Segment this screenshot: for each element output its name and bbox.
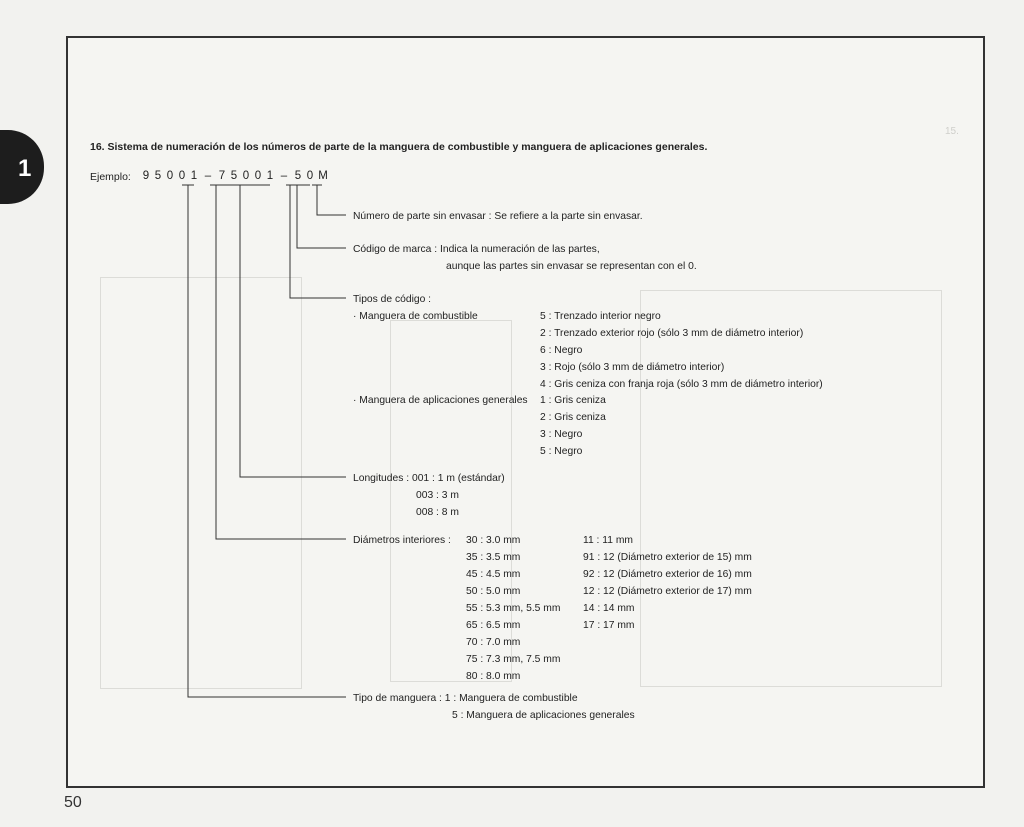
fuel-hose-code: 4 : Gris ceniza con franja roja (sólo 3 mm de diámetro interior) <box>540 379 823 390</box>
fuel-hose-label: · Manguera de combustible <box>353 311 478 322</box>
code-char: 5 <box>230 170 238 182</box>
diameter-option: 65 : 6.5 mm <box>466 620 521 631</box>
code-char: 5 <box>294 170 302 182</box>
diameter-option: 91 : 12 (Diámetro exterior de 15) mm <box>583 552 752 563</box>
code-char: 7 <box>218 170 226 182</box>
brand-code-desc: Código de marca : Indica la numeración de las partes, <box>353 244 600 255</box>
diameter-option: 35 : 3.5 mm <box>466 552 521 563</box>
code-char: 0 <box>242 170 250 182</box>
diameter-option: 11 : 11 mm <box>583 535 633 546</box>
section-title: 16. Sistema de numeración de los números de parte de la manguera de combustible y manguera de aplicaciones generales. <box>90 141 708 153</box>
diameter-option: 75 : 7.3 mm, 7.5 mm <box>466 654 561 665</box>
diameter-option: 55 : 5.3 mm, 5.5 mm <box>466 603 561 614</box>
length-option: 008 : 8 m <box>416 507 459 518</box>
diameter-option: 45 : 4.5 mm <box>466 569 521 580</box>
brand-code-desc-2: aunque las partes sin envasar se representan con el 0. <box>446 261 697 272</box>
diameter-option: 30 : 3.0 mm <box>466 535 521 546</box>
diameter-option: 14 : 14 mm <box>583 603 635 614</box>
diameter-option: 50 : 5.0 mm <box>466 586 521 597</box>
diameter-option: 12 : 12 (Diámetro exterior de 17) mm <box>583 586 752 597</box>
general-hose-label: · Manguera de aplicaciones generales <box>353 395 528 406</box>
diameter-option: 92 : 12 (Diámetro exterior de 16) mm <box>583 569 752 580</box>
hose-type-option: 5 : Manguera de aplicaciones generales <box>452 710 635 721</box>
code-char: 0 <box>306 170 314 182</box>
code-char: 1 <box>266 170 274 182</box>
code-char: – <box>204 170 212 182</box>
code-char: 0 <box>166 170 174 182</box>
example-label: Ejemplo: <box>90 171 131 183</box>
hose-type-label: Tipo de manguera : 1 : Manguera de combustible <box>353 693 578 704</box>
fuel-hose-code: 5 : Trenzado interior negro <box>540 311 661 322</box>
inner-diameters-label: Diámetros interiores : <box>353 535 451 546</box>
chapter-number: 1 <box>18 155 32 182</box>
fuel-hose-code: 3 : Rojo (sólo 3 mm de diámetro interior) <box>540 362 725 373</box>
general-hose-code: 1 : Gris ceniza <box>540 395 606 406</box>
code-char: 5 <box>154 170 162 182</box>
lengths-label: Longitudes : 001 : 1 m (estándar) <box>353 473 505 484</box>
diameter-option: 80 : 8.0 mm <box>466 671 521 682</box>
diameter-option: 70 : 7.0 mm <box>466 637 521 648</box>
code-char: 0 <box>178 170 186 182</box>
code-types-heading: Tipos de código : <box>353 294 432 305</box>
general-hose-code: 5 : Negro <box>540 446 583 457</box>
fuel-hose-code: 6 : Negro <box>540 345 583 356</box>
code-char: 0 <box>254 170 262 182</box>
code-char: M <box>318 170 328 182</box>
page-number: 50 <box>64 794 82 811</box>
unpacked-part-desc: Número de parte sin envasar : Se refiere a la parte sin envasar. <box>353 211 643 222</box>
length-option: 003 : 3 m <box>416 490 459 501</box>
general-hose-code: 3 : Negro <box>540 429 583 440</box>
code-char: – <box>280 170 288 182</box>
code-char: 1 <box>190 170 198 182</box>
code-char: 9 <box>142 170 150 182</box>
general-hose-code: 2 : Gris ceniza <box>540 412 606 423</box>
diameter-option: 17 : 17 mm <box>583 620 635 631</box>
bleed-text: 15. <box>945 126 959 137</box>
fuel-hose-code: 2 : Trenzado exterior rojo (sólo 3 mm de diámetro interior) <box>540 328 804 339</box>
